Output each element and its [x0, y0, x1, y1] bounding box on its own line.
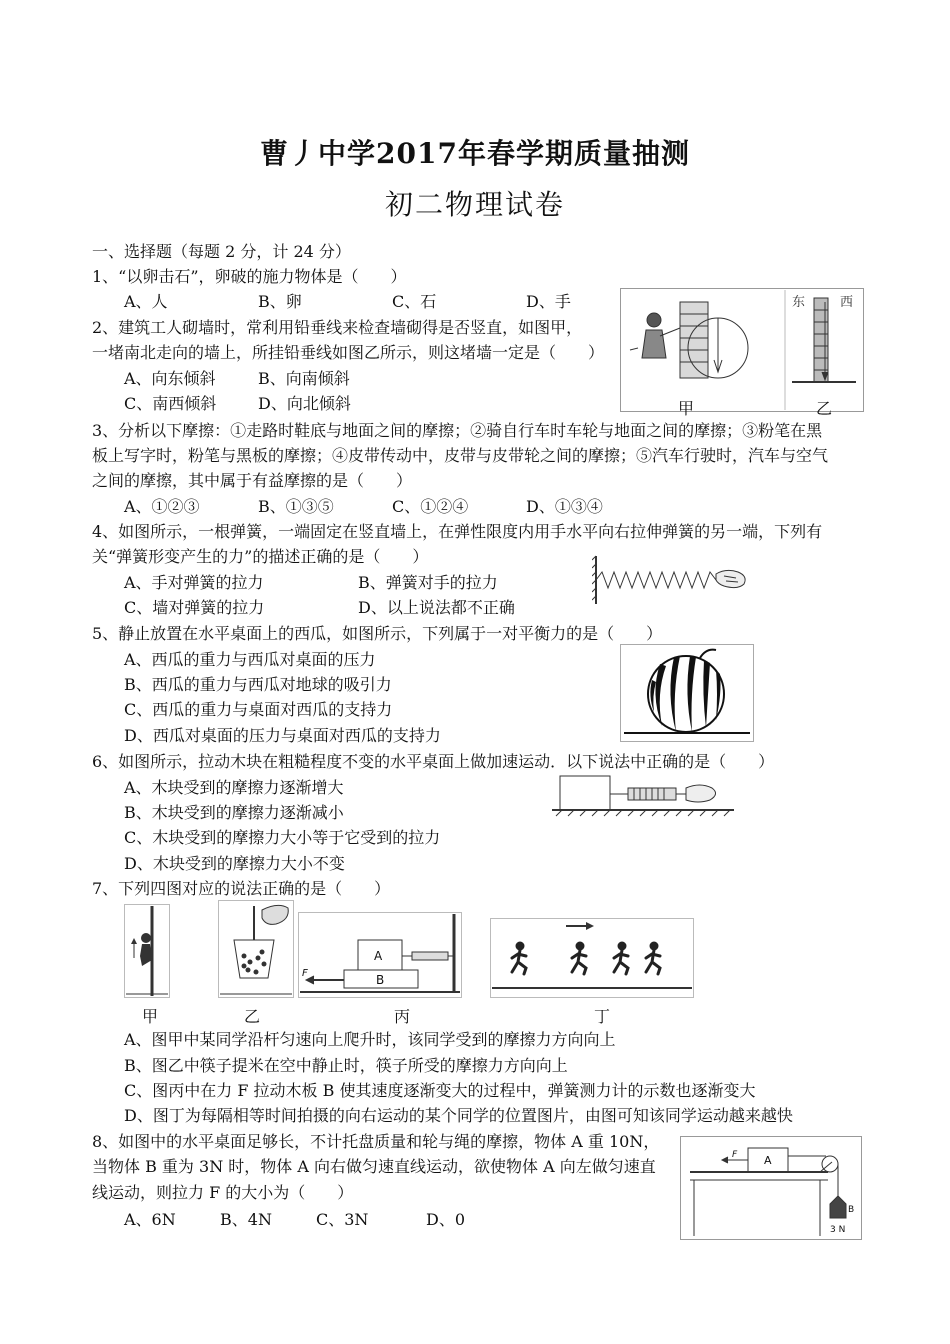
q3-stem-line3: 之间的摩擦，其中属于有益摩擦的是（ ） [92, 471, 413, 490]
q8-option-a: A、6N [124, 1210, 176, 1229]
q7-option-b: B、图乙中筷子提米在空中静止时，筷子所受的摩擦力方向向上 [124, 1056, 568, 1075]
q2-stem-line1: 2、建筑工人砌墙时，常利用铅垂线来检查墙砌得是否竖直，如图甲， [92, 318, 583, 337]
q1-option-d: D、手 [526, 292, 571, 311]
q6-stem: 6、如图所示，拉动木块在粗糙程度不变的水平桌面上做加速运动．以下说法中正确的是（ ） [92, 752, 775, 771]
q2-option-a: A、向东倾斜 [124, 369, 216, 388]
q2-option-d: D、向北倾斜 [258, 394, 351, 413]
q6-option-d: D、木块受到的摩擦力大小不变 [124, 854, 345, 873]
q7-stem: 7、下列四图对应的说法正确的是（ ） [92, 879, 391, 898]
q7-option-d: D、图丁为每隔相等时间拍摄的向右运动的某个同学的位置图片，由图可知该同学运动越来越快 [124, 1106, 793, 1125]
q2-caption-yi: 乙 [816, 399, 833, 418]
q5-option-a: A、西瓜的重力与西瓜对桌面的压力 [124, 650, 376, 669]
q7-caption-ding: 丁 [594, 1007, 611, 1026]
q7-option-c: C、图丙中在力 F 拉动木板 B 使其速度逐渐变大的过程中，弹簧测力计的示数也逐渐变大 [124, 1081, 756, 1100]
q1-stem: 1、“以卵击石”，卵破的施力物体是（ ） [92, 267, 407, 286]
q7-caption-bing: 丙 [394, 1007, 411, 1026]
q2-fig-west-label: 西 [840, 295, 854, 310]
q6-option-b: B、木块受到的摩擦力逐渐减小 [124, 803, 344, 822]
q1-option-b: B、卵 [258, 292, 302, 311]
q3-option-a: A、①②③ [124, 497, 200, 516]
q3-option-b: B、①③⑤ [258, 497, 334, 516]
q1-option-c: C、石 [392, 292, 437, 311]
q1-option-a: A、人 [124, 292, 168, 311]
q7-figure-ding [490, 918, 694, 998]
q4-option-b: B、弹簧对手的拉力 [358, 573, 498, 592]
q3-option-d: D、①③④ [526, 497, 603, 516]
q8-pulley-figure [680, 1136, 862, 1240]
q4-stem-line2: 关“弹簧形变产生的力”的描述正确的是（ ） [92, 547, 429, 566]
q4-option-c: C、墙对弹簧的拉力 [124, 598, 265, 617]
section-heading: 一、选择题（每题 2 分，计 24 分） [92, 242, 351, 261]
q8-option-c: C、3N [316, 1210, 369, 1229]
q5-watermelon-figure [620, 644, 754, 742]
q2-stem-line2: 一堵南北走向的墙上，所挂铅垂线如图乙所示，则这堵墙一定是（ ） [92, 343, 605, 362]
q2-figure [620, 288, 864, 412]
q5-stem: 5、静止放置在水平桌面上的西瓜，如图所示，下列属于一对平衡力的是（ ） [92, 624, 663, 643]
q3-option-c: C、①②④ [392, 497, 469, 516]
q5-option-b: B、西瓜的重力与西瓜对地球的吸引力 [124, 675, 392, 694]
q8-stem-line1: 8、如图中的水平桌面足够长，不计托盘质量和轮与绳的摩擦，物体 A 重 10N， [92, 1132, 660, 1151]
q8-option-b: B、4N [220, 1210, 272, 1229]
q8-stem-line2: 当物体 B 重为 3N 时，物体 A 向右做匀速直线运动，欲使物体 A 向左做匀速直 [92, 1157, 656, 1176]
exam-title: 曹丿中学2017年春学期质量抽测 [260, 137, 690, 170]
q8-weight-b-label: B [848, 1205, 855, 1215]
q4-stem-line1: 4、如图所示，一根弹簧，一端固定在竖直墙上，在弹性限度内用手水平向右拉伸弹簧的另一端，下列有 [92, 522, 823, 541]
q3-stem-line2: 板上写字时，粉笔与黑板的摩擦；④皮带传动中，皮带与皮带轮之间的摩擦；⑤汽车行驶时，汽车与空气 [92, 446, 829, 465]
q5-option-c: C、西瓜的重力与桌面对西瓜的支持力 [124, 700, 393, 719]
q2-option-b: B、向南倾斜 [258, 369, 350, 388]
q7-figure-jia [124, 904, 170, 998]
q8-weight-value-label: 3 N [830, 1225, 846, 1235]
q6-option-a: A、木块受到的摩擦力逐渐增大 [124, 778, 344, 797]
q7-bing-block-a-label: A [374, 949, 383, 963]
q7-caption-yi: 乙 [244, 1007, 261, 1026]
q7-caption-jia: 甲 [142, 1007, 159, 1026]
q8-force-f-label: F [732, 1150, 738, 1160]
q5-option-d: D、西瓜对桌面的压力与桌面对西瓜的支持力 [124, 726, 441, 745]
q7-figure-bing [298, 912, 462, 998]
q7-bing-force-f-label: F [302, 968, 308, 979]
q8-option-d: D、0 [426, 1210, 466, 1229]
q6-option-c: C、木块受到的摩擦力大小等于它受到的拉力 [124, 828, 441, 847]
q4-option-a: A、手对弹簧的拉力 [124, 573, 264, 592]
q4-option-d: D、以上说法都不正确 [358, 598, 515, 617]
q7-option-a: A、图甲中某同学沿杆匀速向上爬升时，该同学受到的摩擦力方向向上 [124, 1030, 616, 1049]
exam-subtitle: 初二物理试卷 [384, 188, 565, 221]
q6-block-figure [550, 770, 736, 822]
q4-spring-figure [592, 554, 754, 606]
q2-caption-jia: 甲 [678, 399, 695, 418]
q2-option-c: C、南西倾斜 [124, 394, 217, 413]
q2-fig-east-label: 东 [792, 295, 806, 310]
q7-bing-board-b-label: B [376, 973, 385, 987]
q8-block-a-label: A [764, 1154, 772, 1167]
q3-stem-line1: 3、分析以下摩擦：①走路时鞋底与地面之间的摩擦；②骑自行车时车轮与地面之间的摩擦；③粉笔在黑 [92, 421, 823, 440]
q8-stem-line3: 线运动，则拉力 F 的大小为（ ） [92, 1183, 354, 1202]
q7-figure-yi [218, 900, 294, 998]
